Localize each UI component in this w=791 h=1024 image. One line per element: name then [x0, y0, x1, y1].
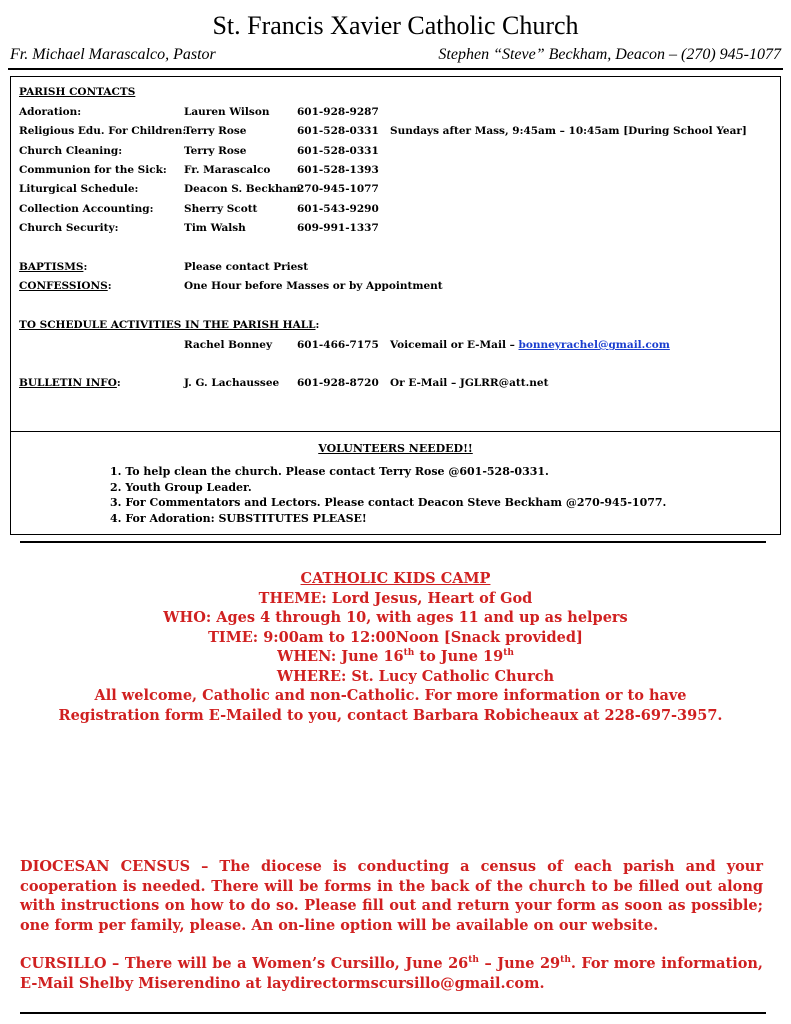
kids-camp-info: All welcome, Catholic and non-Catholic. For more information or to have [94, 687, 687, 704]
kids-camp-section [0, 569, 791, 725]
contact-name: Terry Rose [184, 125, 247, 137]
baptisms-text: Please contact Priest [184, 261, 309, 273]
kids-camp-time: TIME: 9:00am to 12:00Noon [Snack provided] [208, 628, 583, 646]
footer-rule [20, 1012, 766, 1014]
pastor-name: Fr. Michael Marascalco, Pastor [10, 46, 216, 63]
parish-hall-heading-text: TO SCHEDULE ACTIVITIES IN THE PARISH HALL [19, 319, 316, 331]
hall-note-text: Voicemail or E-Mail – [390, 339, 519, 351]
volunteer-item: 3. For Commentators and Lectors. Please contact Deacon Steve Beckham @270-945-1077. [110, 496, 667, 509]
contact-role: Liturgical Schedule: [19, 183, 139, 195]
kids-camp-who: WHO: Ages 4 through 10, with ages 11 and up as helpers [163, 609, 628, 626]
volunteers-heading: VOLUNTEERS NEEDED!! [318, 442, 473, 455]
baptisms-label-text: BAPTISMS [19, 261, 84, 273]
contact-phone: 601-528-0331 [297, 125, 379, 137]
confessions-label [19, 280, 112, 292]
deacon-name: Stephen “Steve” Beckham, Deacon – (270) 945-1077 [438, 46, 781, 63]
header-rule [8, 68, 783, 70]
contact-name: Lauren Wilson [184, 106, 270, 118]
contact-role: Communion for the Sick: [19, 164, 167, 176]
when-text: WHEN: June 16 [277, 648, 404, 665]
hall-contact-name: Rachel Bonney [184, 339, 273, 351]
contact-phone: 609-991-1337 [297, 222, 379, 234]
cursillo-paragraph [20, 954, 763, 993]
volunteer-item: 2. Youth Group Leader. [110, 480, 252, 494]
volunteer-item: 1. To help clean the church. Please contact Terry Rose @601-528-0331. [110, 465, 549, 478]
contact-name: Terry Rose [184, 145, 247, 157]
confessions-label-colon: : [107, 280, 112, 292]
contact-note: Sundays after Mass, 9:45am – 10:45am [During School Year] [390, 125, 747, 137]
hall-email-link[interactable]: bonneyrachel@gmail.com [518, 339, 670, 351]
ordinal-suffix: th [468, 955, 479, 966]
cursillo-text: – June 29 [478, 955, 561, 972]
bulletin-note: Or E-Mail – JGLRR@att.net [390, 377, 549, 389]
parish-hall-heading [19, 319, 319, 331]
baptisms-label [19, 261, 87, 273]
contact-name: Sherry Scott [184, 203, 258, 215]
cursillo-text: . For more information, E-Mail Shelby Miserendino at laydirectormscursillo@gmail.com. [20, 955, 763, 992]
volunteers-list [110, 464, 666, 526]
parish-hall-heading-colon: : [315, 319, 320, 331]
confessions-text: One Hour before Masses or by Appointment [184, 280, 443, 292]
contact-phone: 270-945-1077 [297, 183, 379, 195]
hall-contact-phone: 601-466-7175 [297, 339, 379, 351]
contact-role: Church Cleaning: [19, 145, 123, 157]
bulletin-label-colon: : [116, 377, 121, 389]
when-text: to June 19 [414, 648, 504, 665]
contact-name: Tim Walsh [184, 222, 246, 234]
baptisms-label-colon: : [83, 261, 88, 273]
contact-role: Religious Edu. For Children: [19, 125, 187, 137]
kids-camp-info: Registration form E-Mailed to you, contact Barbara Robicheaux at 228-697-3957. [58, 706, 723, 724]
contact-phone: 601-528-0331 [297, 145, 379, 157]
hall-contact-note [390, 339, 670, 351]
parish-contacts-heading: PARISH CONTACTS [19, 86, 136, 98]
church-title: St. Francis Xavier Catholic Church [212, 11, 579, 40]
kids-camp-when [0, 647, 791, 667]
bulletin-label [19, 377, 121, 389]
contact-name: Fr. Marascalco [184, 164, 271, 176]
kids-camp-title: CATHOLIC KIDS CAMP [300, 570, 491, 587]
ordinal-suffix: th [560, 955, 571, 966]
diocesan-census-paragraph: DIOCESAN CENSUS – The diocese is conducting a census of each parish and your cooperation is needed. There will be forms in the back of the church to be filled out along with instructions on how to do so. Please fill out and return your form as soon as possible; one form per family, please. An on-line option will be available on our website. [20, 858, 763, 934]
ordinal-suffix: th [403, 648, 415, 659]
contact-role: Adoration: [19, 106, 82, 118]
section-divider [20, 541, 766, 543]
bulletin-name: J. G. Lachaussee [184, 377, 280, 389]
contact-phone: 601-928-9287 [297, 106, 379, 118]
bulletin-phone: 601-928-8720 [297, 377, 379, 389]
contact-phone: 601-528-1393 [297, 164, 379, 176]
volunteer-item: 4. For Adoration: SUBSTITUTES PLEASE! [110, 511, 367, 525]
contact-role: Collection Accounting: [19, 203, 154, 215]
contact-phone: 601-543-9290 [297, 203, 379, 215]
kids-camp-where: WHERE: St. Lucy Catholic Church [276, 667, 555, 685]
confessions-label-text: CONFESSIONS [19, 280, 108, 292]
ordinal-suffix: th [503, 648, 514, 659]
contact-name: Deacon S. Beckham [184, 183, 301, 195]
contact-role: Church Security: [19, 222, 119, 234]
cursillo-text: CURSILLO – There will be a Women’s Cursillo, June 26 [20, 955, 469, 972]
bulletin-label-text: BULLETIN INFO [19, 377, 117, 389]
kids-camp-theme: THEME: Lord Jesus, Heart of God [258, 589, 533, 607]
